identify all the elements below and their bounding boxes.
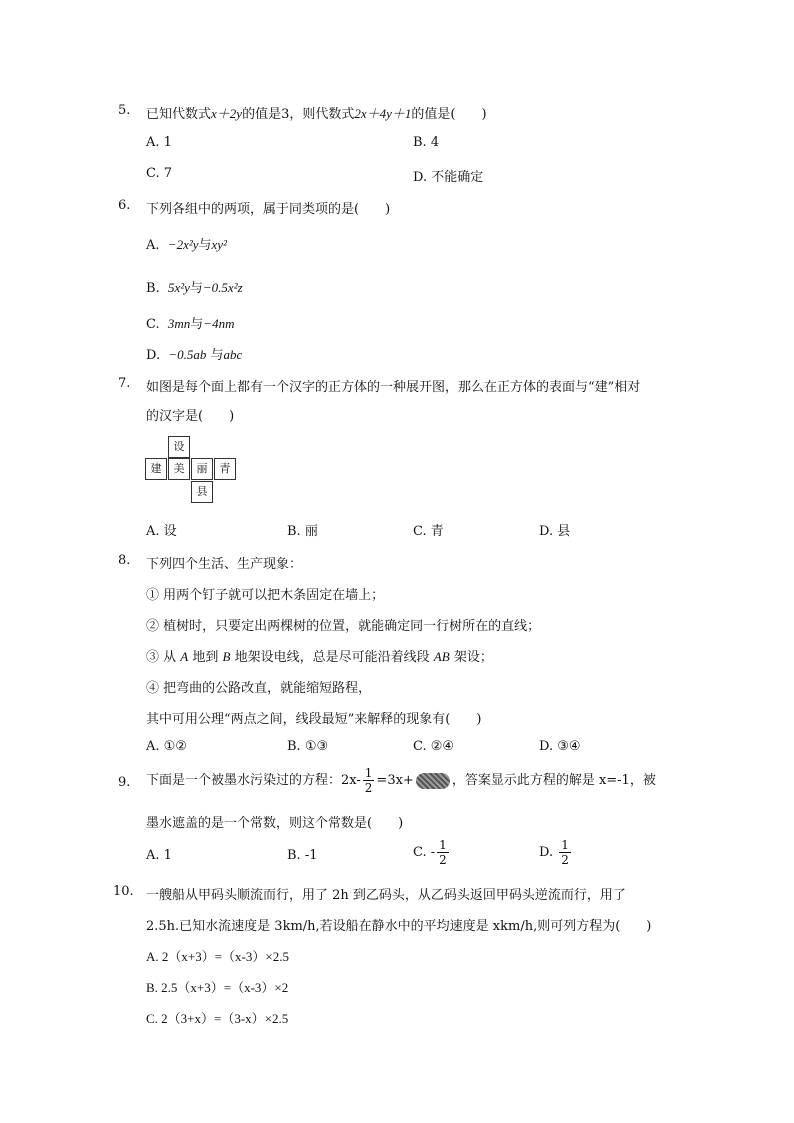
q7-option-a[interactable]: A. 设 [146, 524, 177, 539]
q6-d-expr-1: −0.5ab [168, 347, 207, 362]
q7-option-d[interactable]: D. 县 [539, 524, 571, 539]
q9-stem-line-2: 墨水遮盖的是一个常数，则这个常数是( ) [146, 816, 404, 831]
q6-c-and: 与 [190, 317, 204, 332]
net-cell-row-1: 建 [145, 458, 167, 480]
q5-option-b[interactable]: B. 4 [413, 135, 440, 150]
q8-option-d[interactable]: D. ③④ [539, 739, 581, 754]
net-cell-row-2: 美 [168, 458, 190, 480]
q9-fraction [363, 766, 375, 795]
q7-stem-line-2: 的汉字是( ) [146, 409, 235, 424]
q8-item-3-text-4: 架设； [453, 650, 493, 665]
q6-option-b[interactable] [146, 277, 243, 296]
net-cell-row-3: 丽 [191, 458, 213, 480]
net-cell-bottom: 县 [191, 481, 213, 503]
q8-item-3 [146, 646, 493, 665]
q9-text-3: ，答案显示此方程的解是 x=-1，被 [451, 773, 656, 788]
q6-b-expr-2: −0.5x²z [202, 280, 243, 295]
net-cell-top: 设 [168, 436, 190, 458]
q10-stem-line-2: 2.5h.已知水流速度是 3km/h,若设船在静水中的平均速度是 xkm/h,则可列方程为( ) [146, 919, 652, 934]
q6-c-expr-2: −4nm [203, 316, 235, 331]
q6-b-label: B. [146, 281, 160, 296]
q6-a-expr-1: −2x²y [167, 237, 199, 252]
q5-text-3: 的值是( ) [411, 107, 487, 122]
q8-item-3-text-2: 地到 [192, 650, 219, 665]
q6-option-a[interactable] [146, 234, 227, 253]
q6-d-label: D. [146, 348, 161, 363]
q5-text-2: 的值是3，则代数式 [242, 107, 355, 122]
q9-text-2: =3x+ [376, 773, 414, 788]
q9-option-a[interactable]: A. 1 [146, 848, 172, 863]
net-cell-row-4: 青 [214, 458, 236, 480]
q7-stem-line-1: 如图是每个面上都有一个汉字的正方体的一种展开图，那么在正方体的表面与“建”相对 [146, 380, 641, 395]
q8-option-a[interactable]: A. ①② [146, 739, 187, 754]
q8-item-4: ④ 把弯曲的公路改直，就能缩短路程， [146, 681, 372, 696]
q5-number: 5. [118, 103, 131, 118]
q9-option-c-denominator: 2 [439, 853, 447, 867]
q10-option-a[interactable]: A. 2（x+3）=（x-3）×2.5 [146, 949, 289, 964]
q8-item-3-text-3: 地架设电线，总是尽可能沿着线段 [234, 650, 430, 665]
q8-number: 8. [118, 553, 131, 568]
q7-option-b[interactable]: B. 丽 [287, 524, 318, 539]
q8-question: 其中可用公理“两点之间，线段最短”来解释的现象有( ) [146, 712, 482, 727]
q10-stem-line-1: 一艘船从甲码头顺流而行，用了 2h 到乙码头，从乙码头返回甲码头逆流而行，用了 [146, 888, 626, 903]
q8-item-2: ② 植树时，只要定出两棵树的位置，就能确定同一行树所在的直线； [146, 619, 541, 634]
q9-option-d-fraction [559, 838, 571, 867]
q10-option-c[interactable]: C. 2（3+x）=（3-x）×2.5 [146, 1011, 289, 1026]
q6-a-and: 与 [198, 238, 212, 253]
q9-text-1: 下面是一个被墨水污染过的方程：2x- [146, 773, 361, 788]
q7-number: 7. [118, 376, 131, 391]
q9-option-d-numerator: 1 [561, 838, 569, 852]
q9-stem-line-1 [146, 766, 656, 795]
q6-number: 6. [118, 198, 131, 213]
q9-option-c-fraction [437, 838, 449, 867]
q5-expr-1: x＋2y [211, 106, 243, 121]
q9-number: 9. [118, 775, 131, 790]
q10-option-b[interactable]: B. 2.5（x+3）=（x-3）×2 [146, 980, 289, 995]
q9-option-c-label: C. - [413, 845, 436, 860]
q9-fraction-numerator: 1 [364, 766, 373, 780]
q8-item-1: ① 用两个钉子就可以把木条固定在墙上； [146, 588, 385, 603]
q6-a-expr-2: xy² [211, 237, 227, 252]
q6-option-c[interactable] [146, 313, 234, 332]
q8-stem: 下列四个生活、生产现象： [146, 557, 303, 572]
q6-c-expr-1: 3mn [167, 316, 191, 331]
q5-expr-2: 2x＋4y＋1 [354, 106, 412, 121]
q5-option-d[interactable]: D. 不能确定 [413, 170, 484, 185]
q6-option-d[interactable] [146, 344, 242, 363]
q8-item-3-text-1: ③ 从 [146, 650, 177, 665]
q5-text-1: 已知代数式 [146, 107, 212, 122]
q8-segment-ab: AB [433, 649, 450, 664]
ink-blot-icon [416, 773, 450, 789]
q8-option-b[interactable]: B. ①③ [287, 739, 329, 754]
q9-option-d-label: D. [539, 845, 554, 860]
q6-b-expr-1: 5x²y [167, 280, 190, 295]
q9-option-c-numerator: 1 [439, 838, 447, 852]
q8-point-a: A [180, 649, 189, 664]
q6-c-label: C. [146, 317, 160, 332]
q7-option-c[interactable]: C. 青 [413, 524, 444, 539]
q9-option-d[interactable] [539, 838, 573, 867]
q5-stem [146, 103, 487, 122]
q8-option-c[interactable]: C. ②④ [413, 739, 455, 754]
q9-fraction-denominator: 2 [364, 781, 373, 795]
q6-d-and: 与 [210, 348, 224, 363]
q5-option-a[interactable]: A. 1 [146, 135, 172, 150]
q10-number: 10. [113, 884, 134, 899]
q9-option-d-denominator: 2 [561, 853, 569, 867]
q6-stem: 下列各组中的两项，属于同类项的是( ) [146, 202, 391, 217]
q5-option-c[interactable]: C. 7 [146, 166, 173, 181]
q6-a-label: A. [146, 238, 160, 253]
q6-b-and: 与 [189, 281, 203, 296]
q9-option-c[interactable] [413, 838, 451, 867]
q6-d-expr-2: abc [223, 347, 243, 362]
q9-option-b[interactable]: B. -1 [287, 848, 318, 863]
q8-point-b: B [222, 649, 231, 664]
